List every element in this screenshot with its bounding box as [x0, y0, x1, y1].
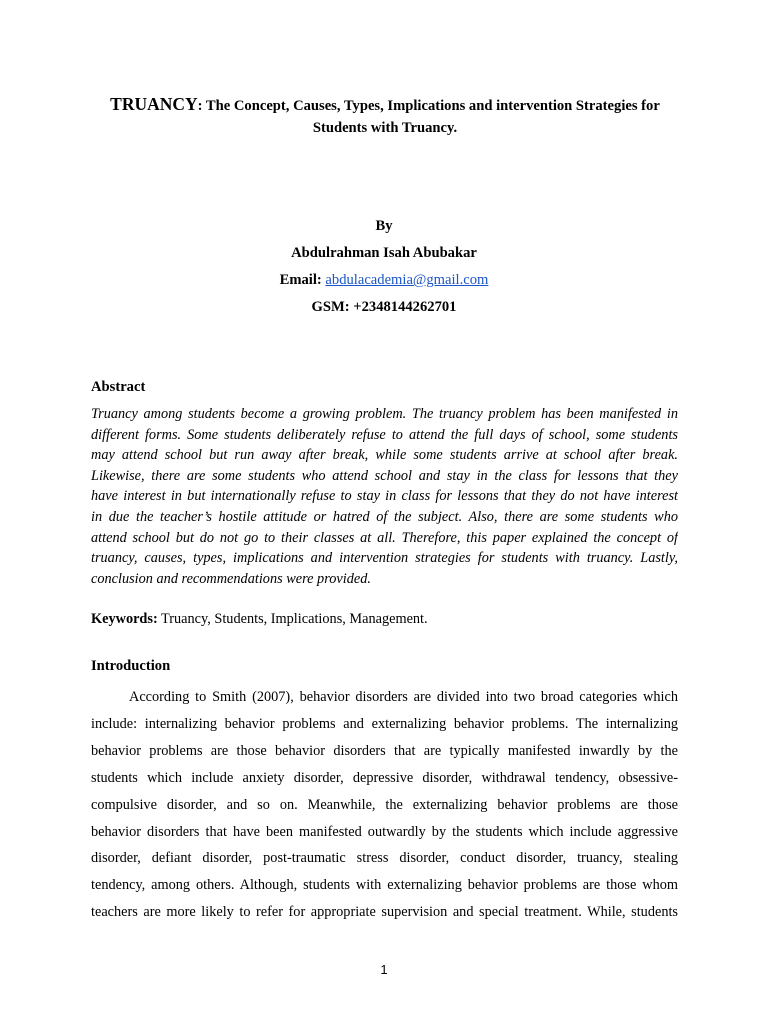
abstract-line: have interest in but internationally refuse to stay in class for lessons that they do not have interest: [91, 488, 678, 505]
introduction-text: [91, 684, 678, 926]
abstract-line: may attend school but run away after break, while some students arrive at school after break.: [91, 447, 678, 464]
introduction-line: tendency, among others. Although, students with externalizing behavior problems are those whom: [91, 877, 678, 894]
paper-title: [90, 93, 680, 139]
introduction-line: According to Smith (2007), behavior disorders are divided into two broad categories which: [129, 689, 678, 705]
abstract-line: in due the teacher’s hostile attitude or hatred of the subject. Also, there are some students who: [91, 508, 678, 525]
introduction-line: behavior disorders that have been manifested outwardly by the students which include aggressive: [91, 823, 678, 840]
email-label: Email:: [279, 272, 326, 288]
abstract-text: [91, 404, 678, 589]
abstract-heading: Abstract: [91, 379, 146, 395]
introduction-line: students which include anxiety disorder, depressive disorder, withdrawal tendency, obsessive-: [91, 769, 678, 786]
email-link[interactable]: abdulacademia@gmail.com: [325, 272, 489, 288]
introduction-line: compulsive disorder, and so on. Meanwhile, the externalizing behavior problems are those: [91, 796, 678, 813]
keywords-text: Truancy, Students, Implications, Management.: [157, 611, 428, 627]
title-line2: Students with Truancy.: [312, 120, 458, 136]
abstract-line: Truancy among students become a growing problem. The truancy problem has been manifested in: [91, 406, 678, 422]
by-label: By: [375, 218, 393, 234]
keywords-line: [91, 611, 428, 628]
abstract-line: Likewise, there are some students who attend school and stay in the class for lessons that they: [91, 467, 678, 484]
abstract-line: different forms. Some students deliberately refuse to attend the full days of school, some students: [91, 426, 678, 443]
gsm-line: GSM: +2348144262701: [311, 299, 457, 315]
email-line: [0, 272, 768, 289]
introduction-line: include: internalizing behavior problems and externalizing behavior problems. The internalizing: [91, 715, 678, 732]
title-first-word: TRUANCY: [110, 94, 198, 114]
title-rest-line1: : The Concept, Causes, Types, Implications and intervention Strategies for: [197, 98, 660, 114]
introduction-line: behavior problems are those behavior disorders that are typically manifested inwardly by the: [91, 742, 678, 759]
introduction-line: disorder, defiant disorder, post-traumatic stress disorder, conduct disorder, truancy, stealing: [91, 850, 678, 867]
introduction-heading: Introduction: [91, 658, 171, 674]
keywords-label: Keywords:: [91, 611, 158, 627]
abstract-line: attend school but do not go to their classes at all. Therefore, this paper explained the concept of: [91, 529, 678, 546]
abstract-line: truancy, causes, types, implications and intervention strategies for students with truancy. Lastly,: [91, 550, 678, 567]
page-number: 1: [380, 962, 388, 977]
abstract-line: conclusion and recommendations were provided.: [91, 570, 371, 587]
introduction-line: teachers are more likely to refer for appropriate supervision and special treatment. While, students: [91, 904, 678, 921]
author-name: Abdulrahman Isah Abubakar: [291, 245, 477, 261]
